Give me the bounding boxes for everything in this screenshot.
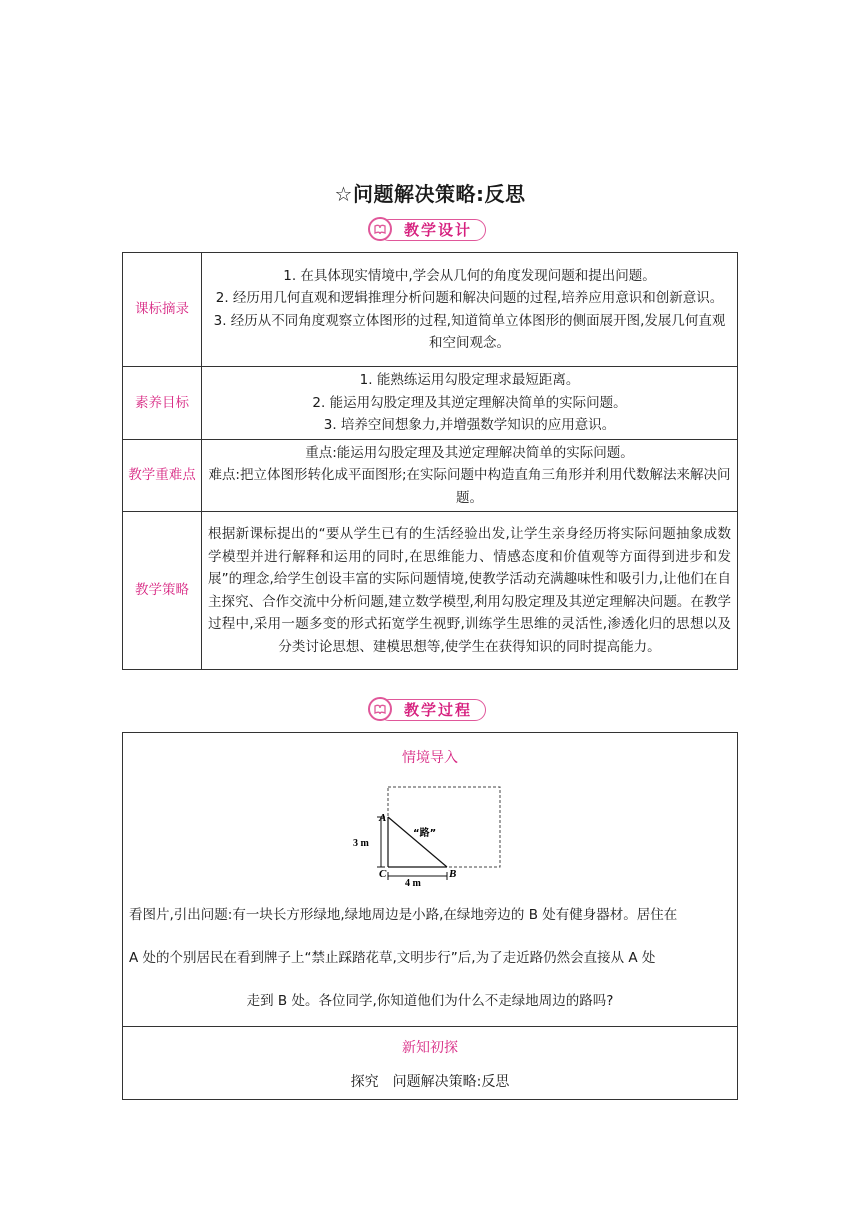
- row-label: 素养目标: [123, 367, 202, 440]
- label-A: A: [379, 812, 387, 824]
- row-label: 课标摘录: [123, 253, 202, 367]
- table-row: [123, 367, 738, 440]
- intro-section-title: 情境导入: [402, 750, 458, 766]
- new-knowledge-title: 新知初探: [402, 1040, 458, 1056]
- label-horizontal-length: 4 m: [405, 878, 421, 889]
- lawn-path-figure: [355, 783, 505, 889]
- table-row: [123, 253, 738, 367]
- lawn-rectangle: [388, 787, 500, 867]
- table-row: [123, 439, 738, 512]
- label-B: B: [449, 868, 457, 880]
- table-row: [123, 512, 738, 670]
- badge-label: 教学过程: [403, 701, 472, 719]
- label-C: C: [379, 868, 387, 880]
- row-content: 1. 能熟练运用勾股定理求最短距离。 2. 能运用勾股定理及其逆定理解决简单的实际问题。 3. 培养空间想象力,并增强数学知识的应用意识。: [202, 367, 738, 440]
- segment-AB: [388, 817, 447, 867]
- row-label: 教学重难点: [123, 439, 202, 512]
- teaching-process-box: [122, 732, 738, 1100]
- label-road: “路”: [413, 828, 437, 839]
- teaching-design-table: [122, 252, 738, 670]
- book-icon: [368, 697, 392, 721]
- book-icon: [368, 217, 392, 241]
- row-content: 根据新课标提出的“要从学生已有的生活经验出发,让学生亲身经历将实际问题抽象成数学模型并进行解释和运用的同时,在思维能力、情感态度和价值观等方面得到进步和发展”的理念,给学生创设丰富的实际问题情境,使教学活动充满趣味性和吸引力,让他们在自主探究、合作交流中分析问题,建立数学模型,利用勾股定理及其逆定理解决问题。在教学过程中,采用一题多变的形式拓宽学生视野,训练学生思维的灵活性,渗透化归的思想以及分类讨论思想、建模思想等,使学生在获得知识的同时提高能力。: [202, 512, 738, 670]
- row-label: 教学策略: [123, 512, 202, 670]
- section-divider: [123, 1026, 737, 1027]
- section-badge-design: [368, 217, 488, 243]
- intro-paragraph: 看图片,引出问题:有一块长方形绿地,绿地周边是小路,在绿地旁边的 B 处有健身器材。居住在 A 处的个别居民在看到牌子上“禁止踩踏花草,文明步行”后,为了走近路仍然会直接从 A 处 走到 B 处。各位同学,你知道他们为什么不走绿地周边的路吗?: [129, 907, 678, 1009]
- page-title: ☆问题解决策略:反思: [334, 182, 526, 206]
- section-badge-process: [368, 697, 488, 723]
- row-content: 重点:能运用勾股定理及其逆定理解决简单的实际问题。 难点:把立体图形转化成平面图形;在实际问题中构造直角三角形并利用代数解法来解决问题。: [202, 439, 738, 512]
- row-content: 1. 在具体现实情境中,学会从几何的角度发现问题和提出问题。 2. 经历用几何直观和逻辑推理分析问题和解决问题的过程,培养应用意识和创新意识。 3. 经历从不同角度观察立体图形的过程,知道简单立体图形的侧面展开图,发展几何直观和空间观念。: [202, 253, 738, 367]
- badge-label: 教学设计: [403, 221, 472, 239]
- explore-subtitle: 探究 问题解决策略:反思: [350, 1074, 510, 1090]
- label-vertical-length: 3 m: [353, 838, 369, 849]
